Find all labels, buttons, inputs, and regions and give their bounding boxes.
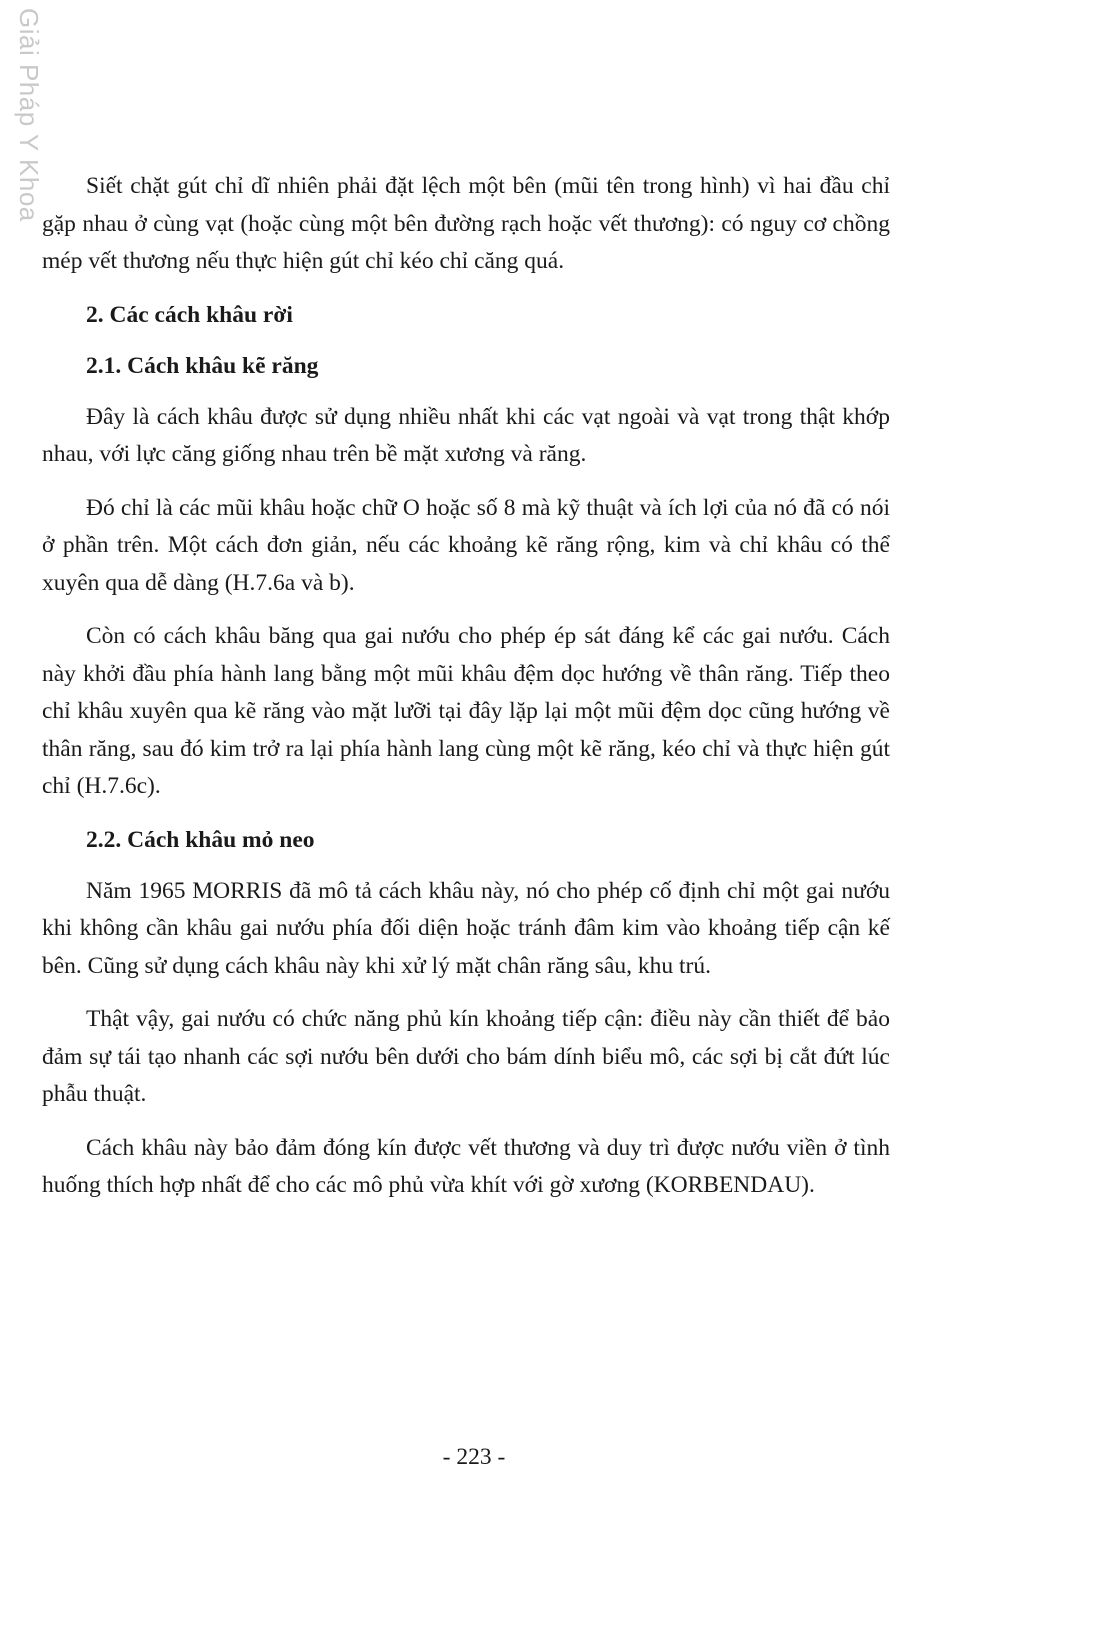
page-number: - 223 - xyxy=(442,1444,506,1470)
paragraph-anchor-3: Cách khâu này bảo đảm đóng kín được vết thương và duy trì được nướu viền ở tình huống thích hợp nhất để cho các mô phủ vừa khít với gờ xương (KORBENDAU). xyxy=(42,1134,890,1198)
paragraph-interdental-1: Đây là cách khâu được sử dụng nhiều nhất khi các vạt ngoài và vạt trong thật khớp nhau, với lực căng giống nhau trên bề mặt xương và răng. xyxy=(42,403,890,467)
paragraph-anchor-1: Năm 1965 MORRIS đã mô tả cách khâu này, nó cho phép cố định chỉ một gai nướu khi không cần khâu gai nướu phía đối diện hoặc tránh đâm kim vào khoảng tiếp cận kế bên. Cũng sử dụng cách khâu này khi xử lý mặt chân răng sâu, khu trú. xyxy=(42,877,890,979)
paragraph-interdental-3: Còn có cách khâu băng qua gai nướu cho phép ép sát đáng kể các gai nướu. Cách này khởi đầu phía hành lang bằng một mũi khâu đệm dọc hướng về thân răng. Tiếp theo chỉ khâu xuyên qua kẽ răng vào mặt lưỡi tại đây lặp lại một mũi đệm dọc cũng hướng về thân răng, sau đó kim trở ra lại phía hành lang cùng một kẽ răng, kéo chỉ và thực hiện gút chỉ (H.7.6c). xyxy=(42,623,890,799)
paragraph-anchor-2: Thật vậy, gai nướu có chức năng phủ kín khoảng tiếp cận: điều này cần thiết để bảo đảm sự tái tạo nhanh các sợi nướu bên dưới cho bám dính biểu mô, các sợi bị cắt đứt lúc phẫu thuật. xyxy=(42,1006,890,1107)
section-heading-2: 2. Các cách khâu rời xyxy=(86,301,293,328)
watermark: Giải Pháp Y Khoa xyxy=(14,8,44,222)
paragraph-interdental-2: Đó chỉ là các mũi khâu hoặc chữ O hoặc số 8 mà kỹ thuật và ích lợi của nó đã có nói ở phần trên. Một cách đơn giản, nếu các khoảng kẽ răng rộng, kim và chỉ khâu có thể xuyên qua dễ dàng (H.7.6a và b). xyxy=(42,494,890,596)
section-heading-2-2: 2.2. Cách khâu mỏ neo xyxy=(86,826,315,853)
section-heading-2-1: 2.1. Cách khâu kẽ răng xyxy=(86,352,319,379)
page-body xyxy=(42,168,890,1221)
paragraph-knot: Siết chặt gút chỉ dĩ nhiên phải đặt lệch một bên (mũi tên trong hình) vì hai đầu chỉ gặp nhau ở cùng vạt (hoặc cùng một bên đường rạch hoặc vết thương): có nguy cơ chồng mép vết thương nếu thực hiện gút chỉ kéo chỉ căng quá. xyxy=(42,173,890,274)
